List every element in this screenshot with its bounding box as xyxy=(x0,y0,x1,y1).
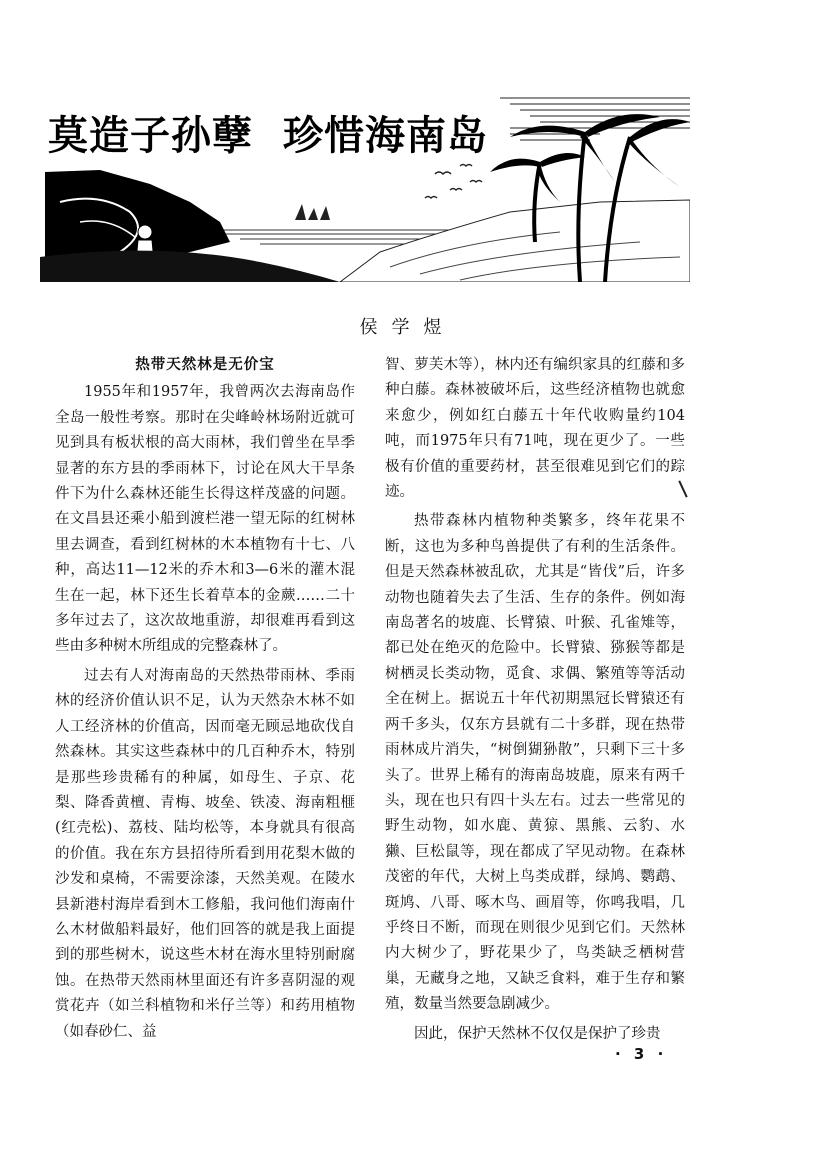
section-title: 热带天然林是无价宝 xyxy=(135,357,275,373)
page-number: · 3 · xyxy=(615,1045,668,1063)
headline xyxy=(48,104,488,161)
left-column xyxy=(55,353,355,1045)
paragraph: 1955年和1957年，我曾两次去海南岛作全岛一般性考察。那时在尖峰岭林场附近就可见到具有板状根的高大雨林，我们曾坐在旱季显著的东方县的季雨林下，讨论在风大干旱条件下为什么森林还能生长得这样茂盛的问题。在文昌县还乘小船到渡栏港一望无际的红树林里去调查，看到红树林的木本植物有十七、八种，高达11—12米的乔木和3—6米的灌木混生在一起，林下还生长着草本的金蕨……二十多年过去了，这次故地重游，却很难再看到这些由多种树木所组成的完整森林了。 xyxy=(55,384,355,655)
paragraph: 热带森林内植物种类繁多，终年花果不断，这也为多种鸟兽提供了有利的生活条件。但是天然森林被乱砍，尤其是“皆伐”后，许多动物也随着失去了生活、生存的条件。例如海南岛著名的坡鹿、长臂猿、叶猴、孔雀雉等，都已处在绝灭的危险中。长臂猿、猕猴等都是树栖灵长类动物，觅食、求偶、繁殖等等活动全在树上。据说五十年代初期黑冠长臂猿还有两千多头，仅东方县就有二十多群，现在热带雨林成片消失，“树倒猢狲散”，只剩下三十多头了。世界上稀有的海南岛坡鹿，原来有两千头，现在也只有四十头左右。过去一些常见的野生动物，如水鹿、黄猄、黑熊、云豹、水獭、巨松鼠等，现在都成了罕见动物。在森林茂密的年代，大树上鸟类成群，绿鸠、鹦鹉、斑鸠、八哥、啄木鸟、画眉等，你鸣我唱，几乎终日不断，而现在则很少见到它们。天然林内大树少了，野花果少了，鸟类缺乏栖树营巢，无藏身之地，又缺乏食料，难于生存和繁殖，数量当然要急剧减少。 xyxy=(385,513,685,1013)
paragraph: 智、萝芙木等），林内还有编织家具的红藤和多种白藤。森林被破坏后，这些经济植物也就愈来愈少，例如红白藤五十年代收购量约104吨，而1975年只有71吨，现在更少了。一些极有价值的重要药材，甚至很难见到它们的踪迹。 xyxy=(385,357,685,501)
paragraph: 因此，保护天然林不仅仅是保护了珍贵 xyxy=(414,1025,661,1042)
headline-part2: 珍惜海南岛 xyxy=(283,113,488,159)
headline-part1: 莫造子孙孽 xyxy=(48,113,253,159)
right-column xyxy=(385,353,685,1047)
paragraph: 过去有人对海南岛的天然热带雨林、季雨林的经济价值认识不足，认为天然杂木林不如人工经济林的价值高，因而毫无顾忌地砍伐自然森林。其实这些森林中的几百种乔木，特别是那些珍贵稀有的种属，如母生、子京、花梨、降香黄檀、青梅、坡垒、铁凌、海南粗榧(红壳松)、荔枝、陆均松等，本身就具有很高的价值。我在东方县招待所看到用花梨木做的沙发和桌椅，不需要涂漆，天然美观。在陵水县新港村海岸看到木工修船，我问他们海南什么木材做船料最好，他们回答的就是我上面提到的那些树木，说这些木材在海水里特别耐腐蚀。在热带天然雨林里面还有许多喜阴湿的观赏花卉（如兰科植物和米仔兰等）和药用植物（如春砂仁、益 xyxy=(55,667,355,1040)
author-name: 侯学煜 xyxy=(359,317,456,338)
